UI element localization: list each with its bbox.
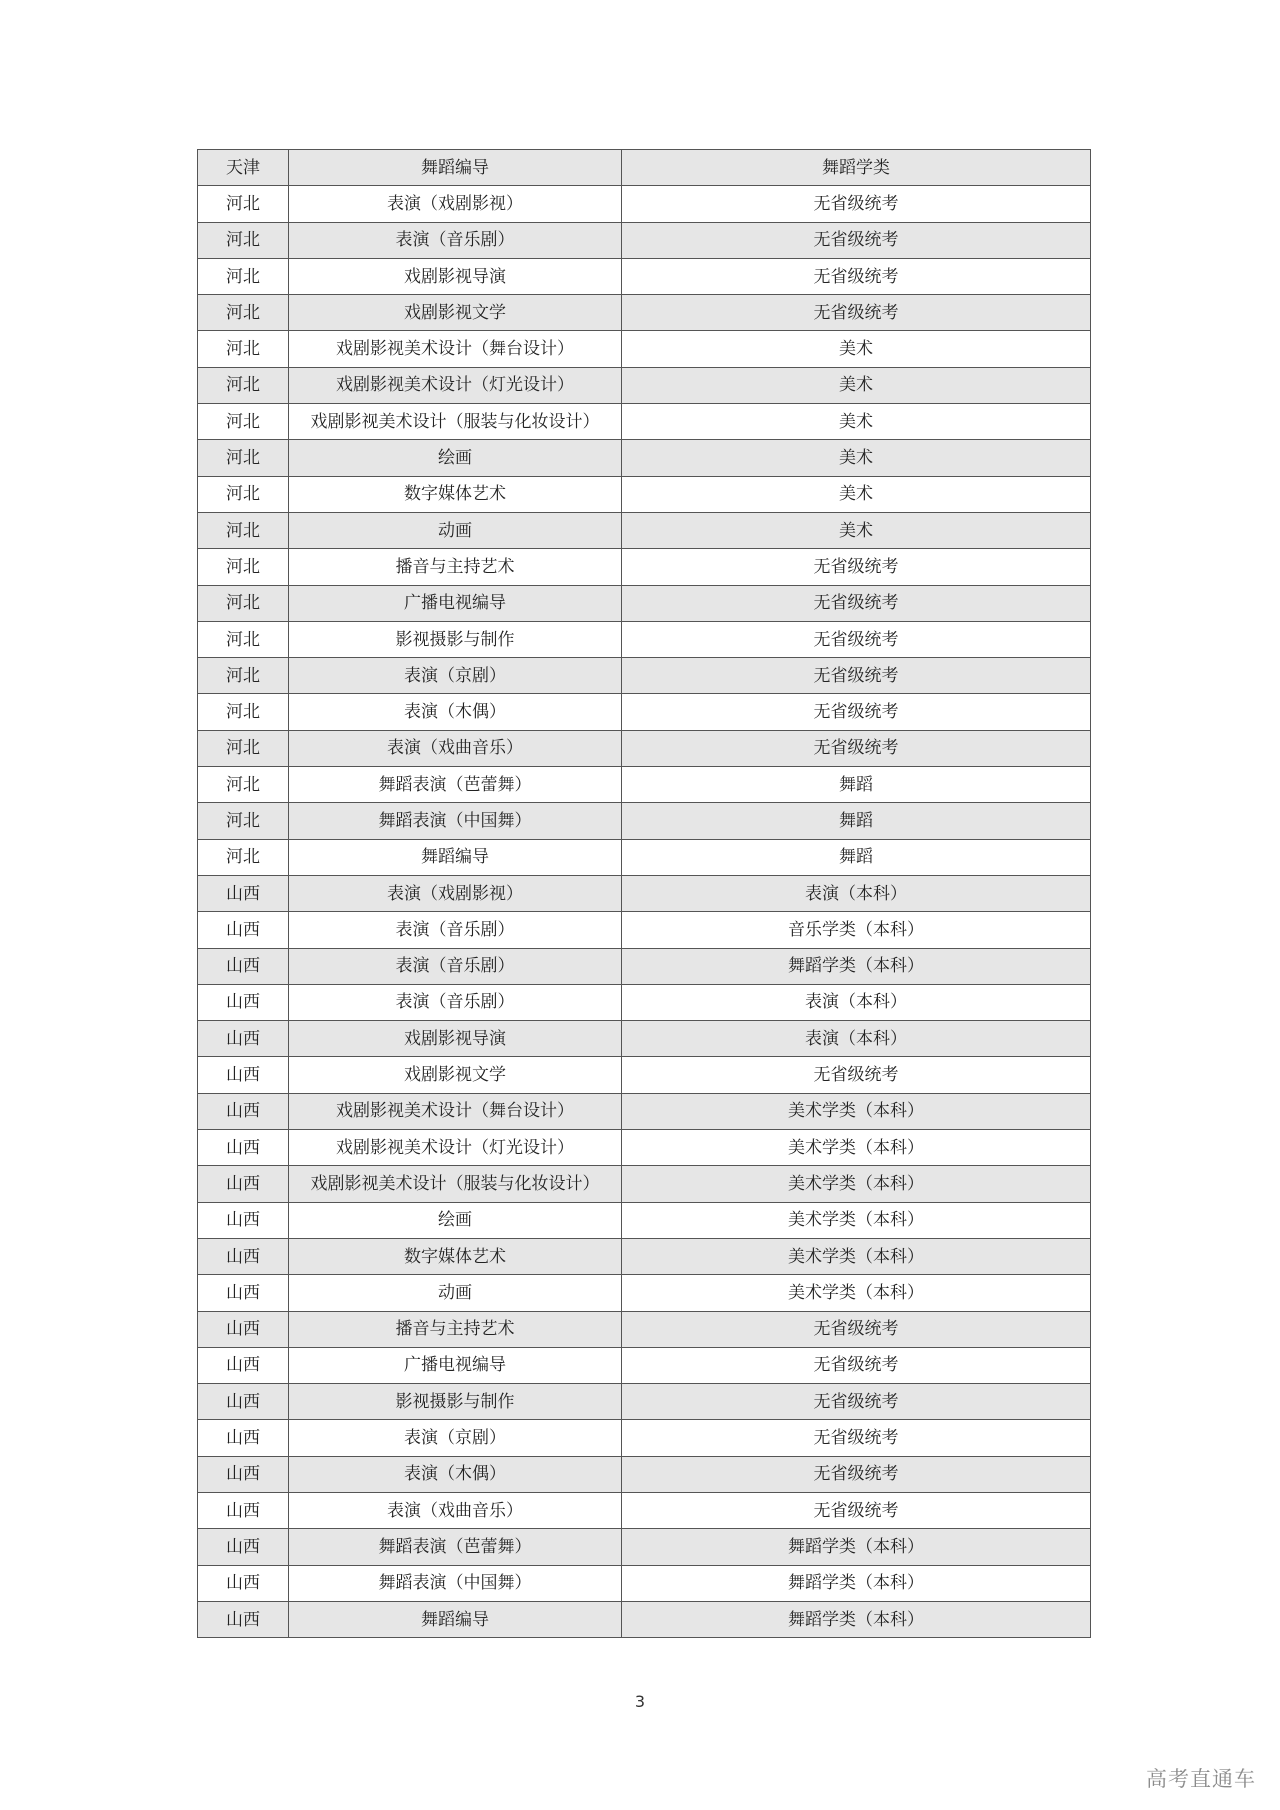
table-row bbox=[198, 730, 1091, 766]
table-row bbox=[198, 1021, 1091, 1057]
category-cell: 美术 bbox=[622, 404, 1091, 440]
table-row bbox=[198, 512, 1091, 548]
table-row bbox=[198, 803, 1091, 839]
province-cell: 山西 bbox=[198, 1565, 289, 1601]
table-row bbox=[198, 367, 1091, 403]
major-cell: 影视摄影与制作 bbox=[289, 621, 622, 657]
major-cell: 舞蹈表演（芭蕾舞） bbox=[289, 1529, 622, 1565]
major-cell: 绘画 bbox=[289, 440, 622, 476]
province-cell: 河北 bbox=[198, 367, 289, 403]
province-cell: 河北 bbox=[198, 694, 289, 730]
table-row bbox=[198, 1347, 1091, 1383]
category-cell: 无省级统考 bbox=[622, 1347, 1091, 1383]
province-cell: 山西 bbox=[198, 875, 289, 911]
major-cell: 舞蹈表演（中国舞） bbox=[289, 1565, 622, 1601]
province-cell: 山西 bbox=[198, 1311, 289, 1347]
table-row bbox=[198, 1456, 1091, 1492]
category-cell: 舞蹈学类（本科） bbox=[622, 1529, 1091, 1565]
province-cell: 河北 bbox=[198, 476, 289, 512]
category-cell: 无省级统考 bbox=[622, 1456, 1091, 1492]
province-cell: 山西 bbox=[198, 948, 289, 984]
page-number: 3 bbox=[634, 1692, 646, 1711]
category-cell: 无省级统考 bbox=[622, 549, 1091, 585]
table-row bbox=[198, 694, 1091, 730]
province-cell: 山西 bbox=[198, 1057, 289, 1093]
province-cell: 河北 bbox=[198, 512, 289, 548]
table-row bbox=[198, 440, 1091, 476]
major-cell: 表演（音乐剧） bbox=[289, 222, 622, 258]
province-cell: 河北 bbox=[198, 331, 289, 367]
table-row bbox=[198, 295, 1091, 331]
table-body bbox=[198, 150, 1091, 1638]
category-cell: 表演（本科） bbox=[622, 984, 1091, 1020]
category-cell: 舞蹈 bbox=[622, 767, 1091, 803]
category-cell: 舞蹈 bbox=[622, 839, 1091, 875]
major-cell: 播音与主持艺术 bbox=[289, 549, 622, 585]
table-row bbox=[198, 1384, 1091, 1420]
major-cell: 动画 bbox=[289, 1275, 622, 1311]
province-cell: 山西 bbox=[198, 1456, 289, 1492]
province-cell: 河北 bbox=[198, 767, 289, 803]
province-cell: 河北 bbox=[198, 658, 289, 694]
major-cell: 戏剧影视文学 bbox=[289, 295, 622, 331]
province-cell: 山西 bbox=[198, 1202, 289, 1238]
table-row bbox=[198, 585, 1091, 621]
category-cell: 无省级统考 bbox=[622, 1492, 1091, 1528]
category-cell: 音乐学类（本科） bbox=[622, 912, 1091, 948]
table-row bbox=[198, 767, 1091, 803]
table-row bbox=[198, 1093, 1091, 1129]
category-cell: 无省级统考 bbox=[622, 295, 1091, 331]
category-cell: 舞蹈 bbox=[622, 803, 1091, 839]
major-cell: 舞蹈表演（芭蕾舞） bbox=[289, 767, 622, 803]
category-cell: 舞蹈学类（本科） bbox=[622, 1601, 1091, 1637]
province-cell: 山西 bbox=[198, 1275, 289, 1311]
major-cell: 表演（戏剧影视） bbox=[289, 875, 622, 911]
category-cell: 美术 bbox=[622, 476, 1091, 512]
major-cell: 表演（木偶） bbox=[289, 1456, 622, 1492]
watermark-text: 高考直通车 bbox=[1146, 1767, 1256, 1791]
province-cell: 山西 bbox=[198, 1347, 289, 1383]
major-cell: 表演（戏剧影视） bbox=[289, 186, 622, 222]
major-cell: 广播电视编导 bbox=[289, 585, 622, 621]
table-row bbox=[198, 1275, 1091, 1311]
province-cell: 山西 bbox=[198, 1384, 289, 1420]
category-cell: 表演（本科） bbox=[622, 1021, 1091, 1057]
category-cell: 美术学类（本科） bbox=[622, 1130, 1091, 1166]
province-cell: 河北 bbox=[198, 585, 289, 621]
major-cell: 戏剧影视文学 bbox=[289, 1057, 622, 1093]
table-row bbox=[198, 1420, 1091, 1456]
province-cell: 山西 bbox=[198, 1601, 289, 1637]
table-row bbox=[198, 984, 1091, 1020]
major-cell: 表演（戏曲音乐） bbox=[289, 1492, 622, 1528]
table-row bbox=[198, 1202, 1091, 1238]
province-cell: 山西 bbox=[198, 1166, 289, 1202]
table-row bbox=[198, 1529, 1091, 1565]
category-cell: 表演（本科） bbox=[622, 875, 1091, 911]
table-row bbox=[198, 912, 1091, 948]
province-cell: 山西 bbox=[198, 1238, 289, 1274]
major-cell: 戏剧影视美术设计（舞台设计） bbox=[289, 1093, 622, 1129]
category-cell: 无省级统考 bbox=[622, 258, 1091, 294]
province-cell: 河北 bbox=[198, 222, 289, 258]
province-cell: 河北 bbox=[198, 803, 289, 839]
category-cell: 美术学类（本科） bbox=[622, 1238, 1091, 1274]
major-cell: 绘画 bbox=[289, 1202, 622, 1238]
province-cell: 山西 bbox=[198, 1492, 289, 1528]
category-cell: 无省级统考 bbox=[622, 585, 1091, 621]
province-cell: 河北 bbox=[198, 404, 289, 440]
major-cell: 表演（京剧） bbox=[289, 1420, 622, 1456]
category-cell: 美术 bbox=[622, 331, 1091, 367]
major-cell: 数字媒体艺术 bbox=[289, 1238, 622, 1274]
province-cell: 河北 bbox=[198, 295, 289, 331]
major-cell: 戏剧影视美术设计（服装与化妆设计） bbox=[289, 404, 622, 440]
major-cell: 动画 bbox=[289, 512, 622, 548]
major-cell: 表演（音乐剧） bbox=[289, 912, 622, 948]
major-cell: 戏剧影视导演 bbox=[289, 258, 622, 294]
category-cell: 无省级统考 bbox=[622, 1420, 1091, 1456]
table-row bbox=[198, 1057, 1091, 1093]
table-row bbox=[198, 331, 1091, 367]
table-row bbox=[198, 1130, 1091, 1166]
table-row bbox=[198, 186, 1091, 222]
major-cell: 表演（音乐剧） bbox=[289, 984, 622, 1020]
category-cell: 美术 bbox=[622, 512, 1091, 548]
table-row bbox=[198, 549, 1091, 585]
major-cell: 播音与主持艺术 bbox=[289, 1311, 622, 1347]
major-cell: 戏剧影视美术设计（舞台设计） bbox=[289, 331, 622, 367]
province-cell: 山西 bbox=[198, 1420, 289, 1456]
category-cell: 无省级统考 bbox=[622, 1384, 1091, 1420]
province-cell: 河北 bbox=[198, 440, 289, 476]
major-cell: 戏剧影视导演 bbox=[289, 1021, 622, 1057]
major-cell: 表演（音乐剧） bbox=[289, 948, 622, 984]
category-cell: 舞蹈学类（本科） bbox=[622, 1565, 1091, 1601]
table-row bbox=[198, 1601, 1091, 1637]
category-cell: 无省级统考 bbox=[622, 1057, 1091, 1093]
major-cell: 表演（木偶） bbox=[289, 694, 622, 730]
category-cell: 舞蹈学类 bbox=[622, 150, 1091, 186]
major-cell: 舞蹈编导 bbox=[289, 150, 622, 186]
table-row bbox=[198, 1166, 1091, 1202]
major-cell: 戏剧影视美术设计（服装与化妆设计） bbox=[289, 1166, 622, 1202]
province-cell: 河北 bbox=[198, 839, 289, 875]
category-cell: 无省级统考 bbox=[622, 730, 1091, 766]
table-row bbox=[198, 1238, 1091, 1274]
major-category-table bbox=[197, 149, 1091, 1638]
table-row bbox=[198, 1565, 1091, 1601]
category-cell: 无省级统考 bbox=[622, 186, 1091, 222]
province-cell: 河北 bbox=[198, 186, 289, 222]
province-cell: 山西 bbox=[198, 984, 289, 1020]
table-row bbox=[198, 875, 1091, 911]
province-cell: 河北 bbox=[198, 258, 289, 294]
major-cell: 戏剧影视美术设计（灯光设计） bbox=[289, 367, 622, 403]
province-cell: 天津 bbox=[198, 150, 289, 186]
category-cell: 无省级统考 bbox=[622, 694, 1091, 730]
table-row bbox=[198, 404, 1091, 440]
major-cell: 戏剧影视美术设计（灯光设计） bbox=[289, 1130, 622, 1166]
table-row bbox=[198, 658, 1091, 694]
category-cell: 美术学类（本科） bbox=[622, 1166, 1091, 1202]
table-row bbox=[198, 222, 1091, 258]
category-cell: 无省级统考 bbox=[622, 1311, 1091, 1347]
major-cell: 数字媒体艺术 bbox=[289, 476, 622, 512]
major-cell: 表演（京剧） bbox=[289, 658, 622, 694]
category-cell: 美术 bbox=[622, 440, 1091, 476]
major-cell: 舞蹈表演（中国舞） bbox=[289, 803, 622, 839]
major-cell: 舞蹈编导 bbox=[289, 1601, 622, 1637]
province-cell: 山西 bbox=[198, 1130, 289, 1166]
table-row bbox=[198, 948, 1091, 984]
province-cell: 山西 bbox=[198, 1529, 289, 1565]
province-cell: 河北 bbox=[198, 730, 289, 766]
major-cell: 广播电视编导 bbox=[289, 1347, 622, 1383]
table-row bbox=[198, 621, 1091, 657]
category-cell: 无省级统考 bbox=[622, 658, 1091, 694]
province-cell: 河北 bbox=[198, 621, 289, 657]
table-row bbox=[198, 1311, 1091, 1347]
category-cell: 舞蹈学类（本科） bbox=[622, 948, 1091, 984]
table-row bbox=[198, 476, 1091, 512]
category-cell: 美术学类（本科） bbox=[622, 1202, 1091, 1238]
major-cell: 舞蹈编导 bbox=[289, 839, 622, 875]
table-row bbox=[198, 150, 1091, 186]
category-cell: 无省级统考 bbox=[622, 222, 1091, 258]
table-row bbox=[198, 1492, 1091, 1528]
table-row bbox=[198, 839, 1091, 875]
category-cell: 美术学类（本科） bbox=[622, 1275, 1091, 1311]
category-cell: 美术学类（本科） bbox=[622, 1093, 1091, 1129]
province-cell: 山西 bbox=[198, 1021, 289, 1057]
province-cell: 河北 bbox=[198, 549, 289, 585]
major-cell: 表演（戏曲音乐） bbox=[289, 730, 622, 766]
province-cell: 山西 bbox=[198, 1093, 289, 1129]
major-cell: 影视摄影与制作 bbox=[289, 1384, 622, 1420]
province-cell: 山西 bbox=[198, 912, 289, 948]
table-row bbox=[198, 258, 1091, 294]
category-cell: 美术 bbox=[622, 367, 1091, 403]
category-cell: 无省级统考 bbox=[622, 621, 1091, 657]
